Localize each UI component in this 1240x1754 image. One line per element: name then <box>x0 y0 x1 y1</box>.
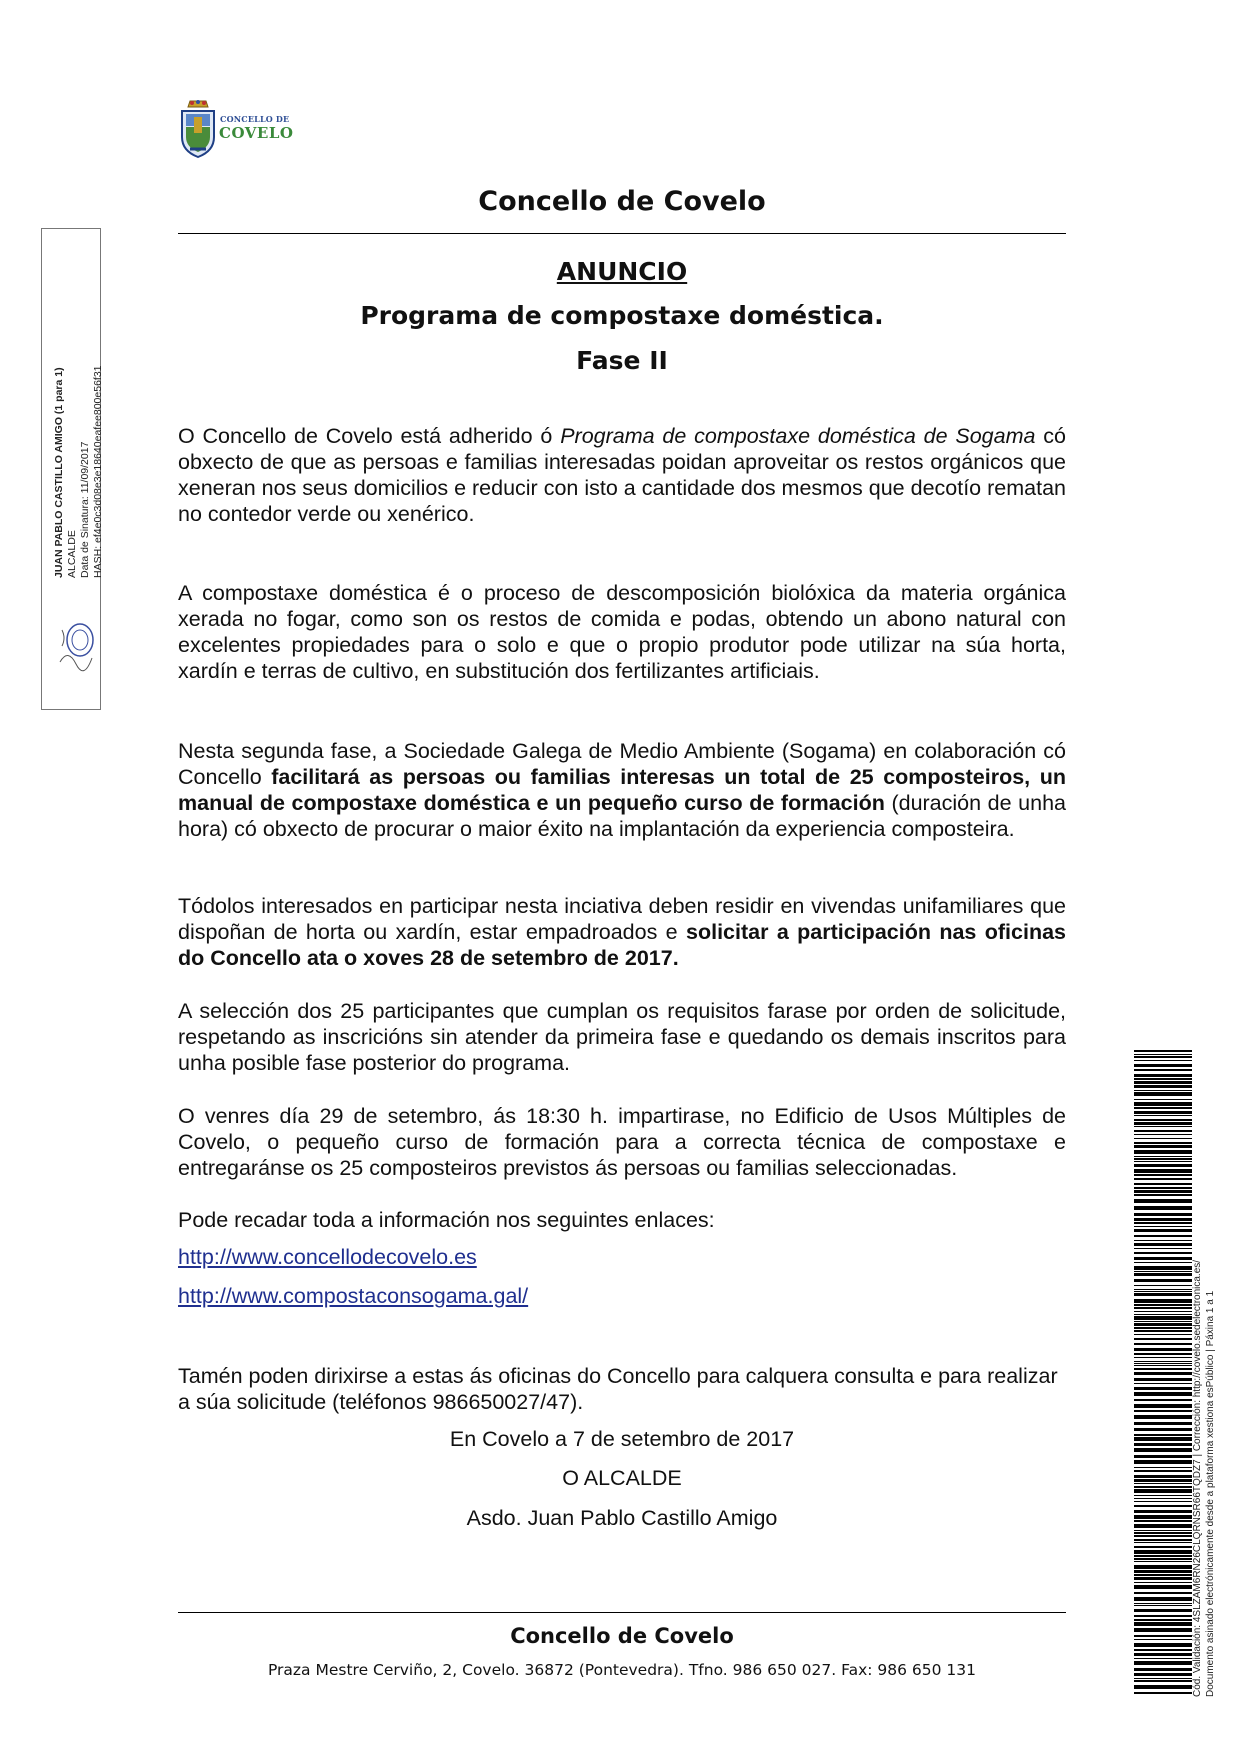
barcode-bar <box>1134 1078 1192 1080</box>
barcode-bar <box>1134 1437 1192 1441</box>
barcode-bar <box>1134 1372 1192 1375</box>
barcode-bar <box>1134 1054 1192 1055</box>
barcode-bar <box>1134 1122 1192 1125</box>
barcode-bar <box>1134 1085 1192 1088</box>
barcode-bar <box>1134 1422 1192 1425</box>
barcode-bar <box>1134 1229 1192 1232</box>
barcode-bar <box>1134 1307 1192 1309</box>
barcode-bar <box>1134 1099 1192 1100</box>
barcode-bar <box>1134 1489 1192 1493</box>
barcode-bar <box>1134 1443 1192 1446</box>
barcode-bar <box>1134 1262 1192 1263</box>
barcode-bar <box>1134 1483 1192 1484</box>
footer-divider <box>178 1612 1066 1613</box>
footer-title: Concello de Covelo <box>510 1624 734 1648</box>
barcode-bar <box>1134 1479 1192 1482</box>
barcode-bar <box>1134 1561 1192 1562</box>
paragraph-contact: Tamén poden dirixirse a estas ás oficinas do Concello para calquera consulta e para realizar a súa solicitude (teléfonos 986650027/47). <box>178 1364 1058 1414</box>
barcode-bar <box>1134 1649 1192 1651</box>
barcode-bar <box>1134 1126 1192 1127</box>
barcode-bar <box>1134 1399 1192 1401</box>
barcode-bar <box>1134 1291 1192 1292</box>
barcode-bar <box>1134 1178 1192 1180</box>
barcode-bar <box>1134 1248 1192 1249</box>
paragraph-requirements-text-a: Tódolos interesados en participar nesta inciativa deben residir en vivendas unifamiliares que dispoñan de horta ou xardín, estar empadroados e <box>178 894 1066 944</box>
barcode-bar <box>1134 1074 1192 1077</box>
barcode-bar <box>1134 1486 1192 1488</box>
coat-of-arms-icon <box>178 97 218 159</box>
barcode-bar <box>1134 1279 1192 1282</box>
barcode-bar <box>1134 1546 1192 1548</box>
signature-stamp-icon <box>54 618 96 676</box>
barcode-bar <box>1134 1316 1192 1320</box>
barcode-bar <box>1134 1343 1192 1345</box>
barcode-bar <box>1134 1597 1192 1601</box>
barcode-bar <box>1134 1327 1192 1329</box>
barcode-bar <box>1134 1213 1192 1216</box>
barcode-bar <box>1134 1558 1192 1560</box>
barcode-bar <box>1134 1619 1192 1621</box>
barcode-bar <box>1134 1635 1192 1637</box>
paragraph-course: O venres día 29 de setembro, ás 18:30 h. impartirase, no Edificio de Usos Múltiples de Covelo, o pequeño curso de formación para a correcta técnica de compostaxe e entregaránse os 25 composteiros previstos ás persoas ou familias seleccionadas. <box>178 1104 1066 1180</box>
barcode-bar <box>1134 1353 1192 1355</box>
barcode-bar <box>1134 1334 1192 1335</box>
barcode-bar <box>1134 1460 1192 1464</box>
barcode-bar <box>1134 1495 1192 1496</box>
paragraph-definition: A compostaxe doméstica é o proceso de descomposición biolóxica da materia orgánica xerada no fogar, como son os restos de comida e podas, obtendo un abono natural con excelentes propiedades para o solo e que o propio produtor pode utilizar na súa horta, xardín e terras de cultivo, en substitución dos fertilizantes artificiais. <box>178 581 1066 683</box>
barcode-bar <box>1134 1285 1192 1286</box>
paragraph-intro <box>178 423 1066 527</box>
barcode-bar <box>1134 1060 1192 1061</box>
heading-programa: Programa de compostaxe doméstica. <box>360 301 884 330</box>
barcode-bar <box>1134 1138 1192 1139</box>
barcode-bar <box>1134 1107 1192 1109</box>
barcode-bar <box>1134 1658 1192 1659</box>
program-name-italic: Programa de compostaxe doméstica de Sogama <box>560 424 1036 448</box>
barcode-bar <box>1134 1064 1192 1067</box>
barcode-bar <box>1134 1653 1192 1656</box>
barcode-bar <box>1134 1289 1192 1290</box>
barcode-bar <box>1134 1115 1192 1116</box>
barcode-bar <box>1134 1056 1192 1058</box>
barcode-bar <box>1134 1510 1192 1513</box>
barcode-bar <box>1134 1410 1192 1412</box>
barcode-bar <box>1134 1361 1192 1362</box>
barcode-bar <box>1134 1330 1192 1332</box>
paragraph-intro-text-a: O Concello de Covelo está adherido ó <box>178 424 561 448</box>
concello-logo <box>178 97 298 159</box>
barcode-bar <box>1134 1365 1192 1366</box>
barcode-bar <box>1134 1226 1192 1227</box>
barcode-bar <box>1134 1680 1192 1682</box>
barcode-bar <box>1134 1628 1192 1632</box>
paragraph-requirements-bold: solicitar a participación nas oficinas do Concello ata o xoves 28 de setembro de 2017. <box>178 920 1066 970</box>
barcode-bar <box>1134 1368 1192 1370</box>
barcode-bar <box>1134 1243 1192 1246</box>
paragraph-phase-two-text-a: Nesta segunda fase, a Sociedade Galega de Medio Ambiente (Sogama) en colaboración có Concello <box>178 739 1066 789</box>
barcode-bar <box>1134 1314 1192 1315</box>
paragraph-phase-two <box>178 738 1066 842</box>
barcode-bar <box>1134 1585 1192 1589</box>
logo-text-concello: CONCELLO DE <box>220 114 290 124</box>
barcode-bar <box>1134 1535 1192 1537</box>
barcode-bar <box>1134 1577 1192 1580</box>
barcode-bar <box>1134 1475 1192 1478</box>
barcode-bar <box>1134 1206 1192 1210</box>
barcode-bar <box>1134 1111 1192 1114</box>
barcode-bar <box>1134 1673 1192 1676</box>
paragraph-phase-two-bold: facilitará as persoas ou familias interesas un total de 25 composteiros, un manual de compostaxe doméstica e un pequeño curso de formación <box>178 765 1066 815</box>
link-concello-website[interactable]: http://www.concellodecovelo.es <box>178 1245 477 1269</box>
barcode-bar <box>1134 1363 1192 1364</box>
barcode-bar <box>1134 1501 1192 1502</box>
barcode-bar <box>1134 1615 1192 1617</box>
barcode-bar <box>1134 1142 1192 1144</box>
barcode-bar <box>1134 1498 1192 1499</box>
link-sogama-website[interactable]: http://www.compostaconsogama.gal/ <box>178 1284 529 1308</box>
signer-name: Asdo. Juan Pablo Castillo Amigo <box>466 1506 778 1530</box>
signature-date: Data de Sinatura: 11/09/2017 <box>79 441 91 578</box>
barcode-bar <box>1134 1404 1192 1408</box>
barcode-bar <box>1134 1505 1192 1507</box>
barcode-bar <box>1134 1448 1192 1452</box>
validation-platform-text: Documento asinado electrónicamente desde a plataforma xestiona esPúblico | Páxina 1 a 1 <box>1205 1290 1216 1697</box>
barcode-bar <box>1134 1470 1192 1472</box>
barcode-bar <box>1134 1323 1192 1326</box>
barcode-bar <box>1134 1434 1192 1436</box>
barcode-bar <box>1134 1158 1192 1160</box>
paragraph-links-intro: Pode recadar toda a información nos seguintes enlaces: <box>178 1208 715 1232</box>
footer-address: Praza Mestre Cerviño, 2, Covelo. 36872 (Pontevedra). Tfno. 986 650 027. Fax: 986 650 131 <box>267 1661 977 1679</box>
barcode-bar <box>1134 1639 1192 1640</box>
barcode-bar <box>1134 1455 1192 1458</box>
barcode-bar <box>1134 1428 1192 1431</box>
barcode-bar <box>1134 1550 1192 1554</box>
barcode-bar <box>1134 1150 1192 1154</box>
barcode-bar <box>1134 1520 1192 1522</box>
barcode-bar <box>1134 1668 1192 1671</box>
barcode-bar <box>1134 1387 1192 1390</box>
barcode-bar <box>1134 1187 1192 1189</box>
barcode-bar <box>1134 1174 1192 1176</box>
heading-fase: Fase II <box>576 346 668 375</box>
signature-role: ALCALDE <box>66 530 78 578</box>
barcode-bar <box>1134 1266 1192 1270</box>
barcode-bar <box>1134 1235 1192 1237</box>
signature-signer: JUAN PABLO CASTILLO AMIGO (1 para 1) <box>53 367 65 578</box>
barcode-bar <box>1134 1069 1192 1071</box>
barcode-bar <box>1134 1145 1192 1148</box>
barcode-bar <box>1134 1273 1192 1276</box>
barcode-bar <box>1134 1050 1192 1052</box>
signature-hash: HASH: ef4e0c3d08e3e18640eafee800e56f31 <box>92 365 104 578</box>
barcode-bar <box>1134 1240 1192 1241</box>
barcode-bar <box>1134 1134 1192 1135</box>
barcode-bar <box>1134 1622 1192 1626</box>
barcode-bar <box>1134 1383 1192 1384</box>
barcode-bar <box>1134 1257 1192 1260</box>
header-title: Concello de Covelo <box>478 186 766 217</box>
barcode-bar <box>1134 1156 1192 1157</box>
place-date: En Covelo a 7 de setembro de 2017 <box>449 1427 795 1451</box>
paragraph-phase-two-text-c: (duración de unha hora) có obxecto de procurar o maior éxito na implantación da experiencia composteira. <box>178 791 1067 841</box>
barcode-bar <box>1134 1102 1192 1106</box>
barcode-bar <box>1134 1467 1192 1468</box>
validation-barcode <box>1134 1050 1192 1697</box>
barcode-bar <box>1134 1565 1192 1569</box>
barcode-bar <box>1134 1685 1192 1689</box>
paragraph-requirements <box>178 893 1066 971</box>
signer-role: O ALCALDE <box>562 1466 682 1490</box>
barcode-bar <box>1134 1092 1192 1096</box>
header-divider <box>178 233 1066 234</box>
barcode-bar <box>1134 1304 1192 1306</box>
barcode-bar <box>1134 1081 1192 1084</box>
barcode-bar <box>1134 1555 1192 1557</box>
barcode-bar <box>1134 1271 1192 1272</box>
barcode-bar <box>1134 1169 1192 1173</box>
barcode-bar <box>1134 1605 1192 1606</box>
validation-code-text: Cód. Validación: 4SLZAM6RN26CLQRNSR66TQDZ7 | Corrección: http://covelo.sedelectronica.es/ <box>1192 1259 1203 1697</box>
barcode-bar <box>1134 1392 1192 1396</box>
barcode-bar <box>1134 1190 1192 1193</box>
barcode-bar <box>1134 1603 1192 1604</box>
barcode-bar <box>1134 1311 1192 1312</box>
barcode-bar <box>1134 1570 1192 1573</box>
barcode-bar <box>1134 1164 1192 1167</box>
barcode-bar <box>1134 1661 1192 1665</box>
barcode-bar <box>1134 1130 1192 1132</box>
barcode-bar <box>1134 1119 1192 1121</box>
barcode-bar <box>1134 1252 1192 1254</box>
barcode-bar <box>1134 1299 1192 1303</box>
barcode-bar <box>1134 1530 1192 1531</box>
barcode-bar <box>1134 1321 1192 1322</box>
barcode-bar <box>1134 1609 1192 1612</box>
barcode-bar <box>1134 1539 1192 1541</box>
barcode-bar <box>1134 1542 1192 1543</box>
barcode-bar <box>1134 1222 1192 1224</box>
barcode-bar <box>1134 1524 1192 1528</box>
barcode-bar <box>1134 1293 1192 1296</box>
barcode-bar <box>1134 1194 1192 1196</box>
logo-text-covelo: COVELO <box>219 124 294 142</box>
barcode-bar <box>1134 1090 1192 1091</box>
barcode-bar <box>1134 1582 1192 1583</box>
barcode-bar <box>1134 1643 1192 1647</box>
paragraph-intro-text-c: có obxecto de que as persoas e familias interesadas poidan aproveitar os restos orgánicos que xeneran nos seus domicilios e reducir con isto a cantidade dos mesmos que decotío rematan no contedor verde ou xenérico. <box>178 424 1066 526</box>
barcode-bar <box>1134 1415 1192 1419</box>
barcode-bar <box>1134 1199 1192 1203</box>
barcode-bar <box>1134 1378 1192 1381</box>
barcode-bar <box>1134 1183 1192 1185</box>
barcode-bar <box>1134 1532 1192 1534</box>
barcode-bar <box>1134 1348 1192 1351</box>
barcode-bar <box>1134 1592 1192 1594</box>
barcode-bar <box>1134 1218 1192 1221</box>
barcode-bar <box>1134 1338 1192 1340</box>
paragraph-selection: A selección dos 25 participantes que cumplan os requisitos farase por orden de solicitude, respetando as inscricións sin atender da primeira fase e quedando os demais inscritos para unha posible fase posterior do programa. <box>178 999 1066 1075</box>
barcode-bar <box>1134 1574 1192 1576</box>
barcode-bar <box>1134 1692 1192 1694</box>
barcode-bar <box>1134 1357 1192 1358</box>
barcode-bar <box>1134 1515 1192 1519</box>
heading-anuncio: ANUNCIO <box>556 257 688 286</box>
barcode-bar <box>1134 1161 1192 1162</box>
barcode-bar <box>1134 1678 1192 1679</box>
